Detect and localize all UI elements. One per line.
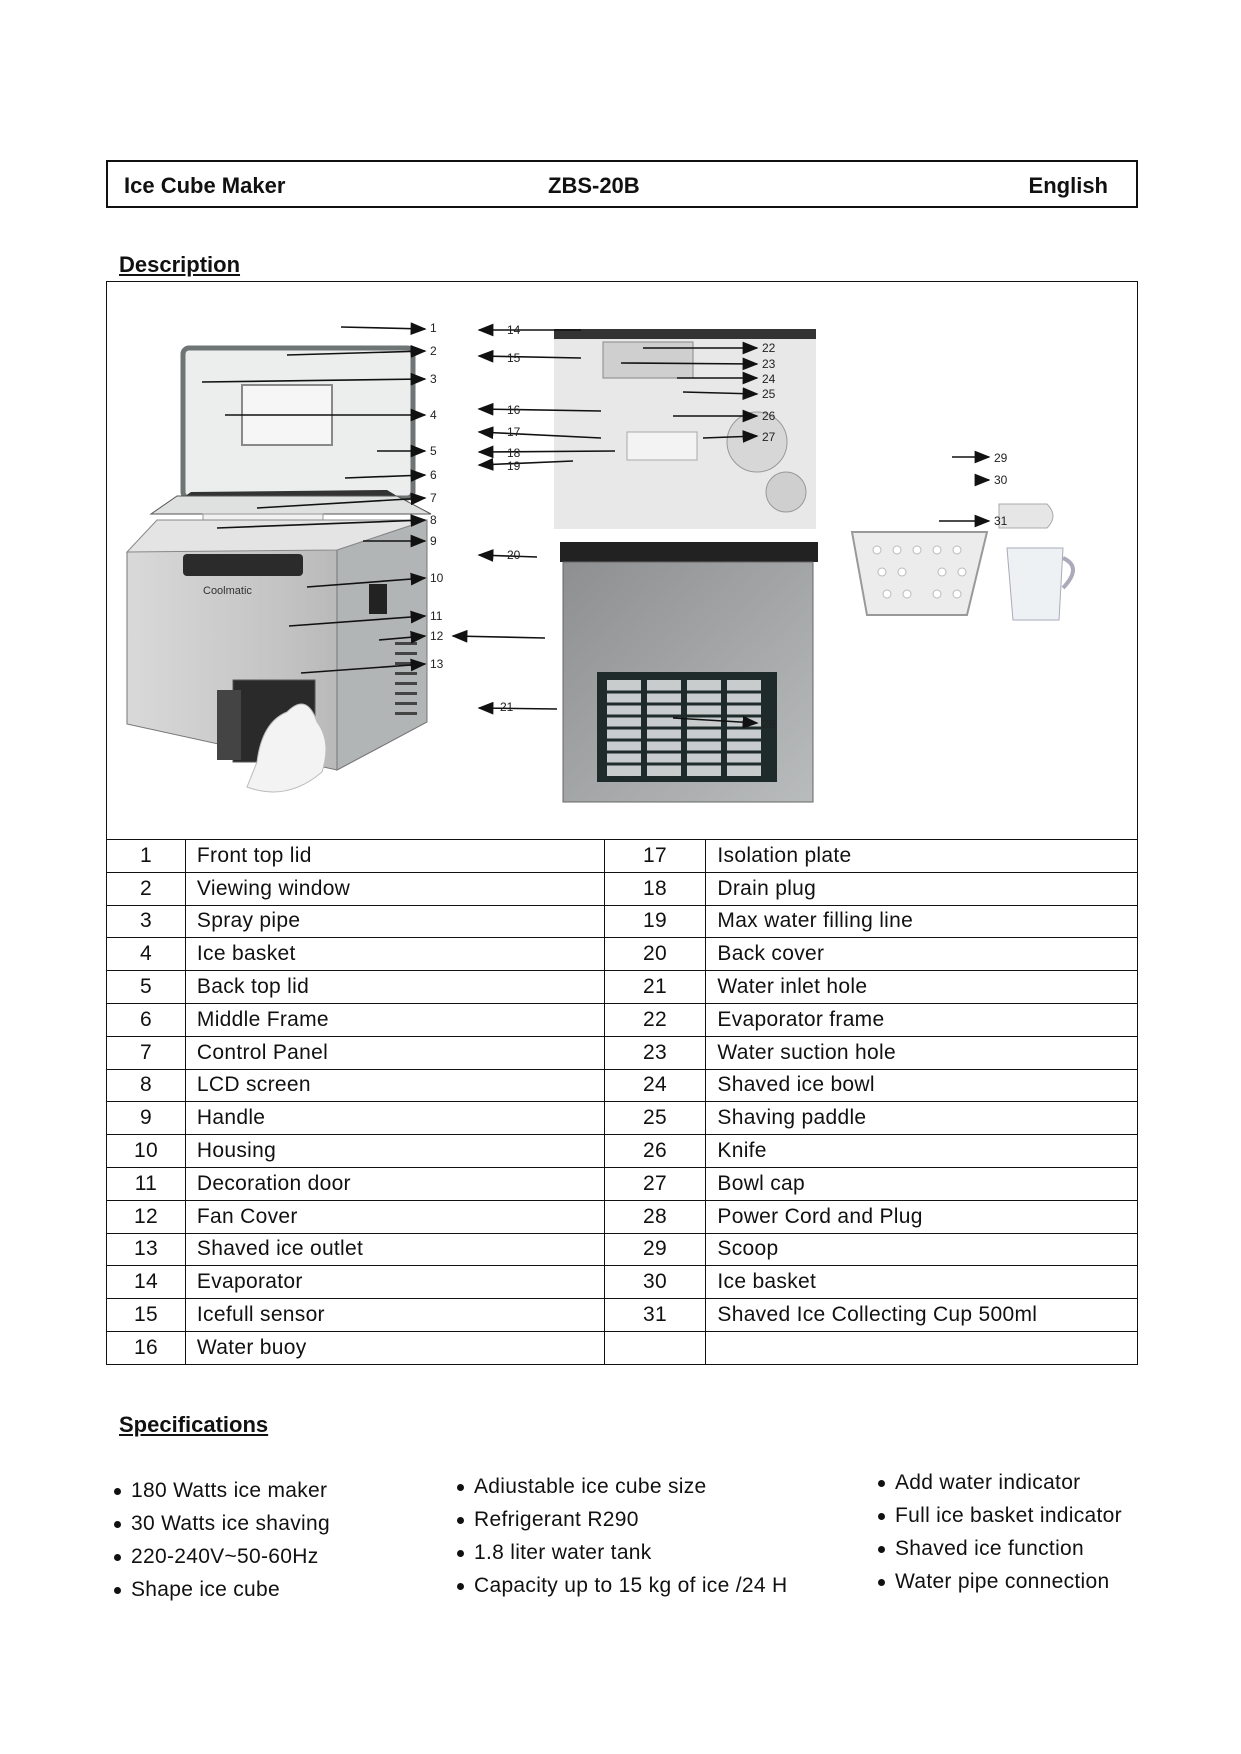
part-name: Water inlet hole bbox=[706, 971, 1138, 1004]
part-name: Shaved Ice Collecting Cup 500ml bbox=[706, 1299, 1138, 1332]
spec-list-2 bbox=[455, 1470, 787, 1602]
part-number: 6 bbox=[107, 1003, 186, 1036]
part-name: Control Panel bbox=[185, 1036, 604, 1069]
table-row bbox=[107, 1102, 1138, 1135]
spec-item: 220-240V~50-60Hz bbox=[112, 1540, 330, 1573]
part-name: Back cover bbox=[706, 938, 1138, 971]
callout-label-19: 19 bbox=[507, 459, 521, 473]
part-number: 8 bbox=[107, 1069, 186, 1102]
callout-label-29: 29 bbox=[994, 451, 1008, 465]
parts-illustration bbox=[107, 282, 1139, 841]
table-row bbox=[107, 1266, 1138, 1299]
callout-label-1: 1 bbox=[430, 321, 437, 335]
spec-item: 180 Watts ice maker bbox=[112, 1474, 330, 1507]
part-name: Bowl cap bbox=[706, 1167, 1138, 1200]
part-name: Shaving paddle bbox=[706, 1102, 1138, 1135]
callout-label-10: 10 bbox=[430, 571, 444, 585]
part-number bbox=[604, 1331, 706, 1364]
table-row bbox=[107, 971, 1138, 1004]
part-number: 11 bbox=[107, 1167, 186, 1200]
callout-label-16: 16 bbox=[507, 403, 521, 417]
part-name: Housing bbox=[185, 1135, 604, 1168]
part-number: 26 bbox=[604, 1135, 706, 1168]
interior-image bbox=[554, 329, 816, 529]
part-name bbox=[706, 1331, 1138, 1364]
part-number: 7 bbox=[107, 1036, 186, 1069]
table-row bbox=[107, 905, 1138, 938]
spec-item: Shape ice cube bbox=[112, 1573, 330, 1606]
callout-label-14: 14 bbox=[507, 323, 521, 337]
callout-label-3: 3 bbox=[430, 372, 437, 386]
part-name: Evaporator bbox=[185, 1266, 604, 1299]
back-machine-image bbox=[560, 542, 818, 802]
callout-label-5: 5 bbox=[430, 444, 437, 458]
spec-item: Capacity up to 15 kg of ice /24 H bbox=[455, 1569, 787, 1602]
part-number: 31 bbox=[604, 1299, 706, 1332]
callout-label-9: 9 bbox=[430, 534, 437, 548]
part-number: 30 bbox=[604, 1266, 706, 1299]
part-name: Shaved ice outlet bbox=[185, 1233, 604, 1266]
table-row bbox=[107, 1167, 1138, 1200]
spec-item: Full ice basket indicator bbox=[876, 1499, 1122, 1532]
part-number: 10 bbox=[107, 1135, 186, 1168]
callout-label-2: 2 bbox=[430, 344, 437, 358]
callout-label-7: 7 bbox=[430, 491, 437, 505]
part-number: 24 bbox=[604, 1069, 706, 1102]
part-number: 13 bbox=[107, 1233, 186, 1266]
callout-label-31: 31 bbox=[994, 514, 1008, 528]
part-name: Back top lid bbox=[185, 971, 604, 1004]
document-header bbox=[106, 160, 1138, 208]
table-row bbox=[107, 1331, 1138, 1364]
spec-item: 30 Watts ice shaving bbox=[112, 1507, 330, 1540]
callout-label-28: 28 bbox=[762, 717, 776, 731]
part-number: 23 bbox=[604, 1036, 706, 1069]
callout-label-12: 12 bbox=[430, 629, 444, 643]
part-name: Water buoy bbox=[185, 1331, 604, 1364]
table-row bbox=[107, 1003, 1138, 1036]
callout-label-26: 26 bbox=[762, 409, 776, 423]
part-number: 5 bbox=[107, 971, 186, 1004]
product-title: Ice Cube Maker bbox=[124, 173, 286, 198]
part-name: Knife bbox=[706, 1135, 1138, 1168]
part-number: 16 bbox=[107, 1331, 186, 1364]
parts-table bbox=[106, 839, 1138, 1365]
table-row bbox=[107, 938, 1138, 971]
language-label: English bbox=[1028, 173, 1108, 198]
table-row bbox=[107, 1299, 1138, 1332]
part-number: 14 bbox=[107, 1266, 186, 1299]
spec-item: Add water indicator bbox=[876, 1466, 1122, 1499]
part-number: 27 bbox=[604, 1167, 706, 1200]
specifications-heading: Specifications bbox=[119, 1412, 269, 1437]
part-number: 22 bbox=[604, 1003, 706, 1036]
callout-label-23: 23 bbox=[762, 357, 776, 371]
callout-label-4: 4 bbox=[430, 408, 437, 422]
part-number: 20 bbox=[604, 938, 706, 971]
part-name: Water suction hole bbox=[706, 1036, 1138, 1069]
callout-label-18: 18 bbox=[507, 446, 521, 460]
spec-item: Water pipe connection bbox=[876, 1565, 1122, 1598]
part-number: 19 bbox=[604, 905, 706, 938]
part-name: Viewing window bbox=[185, 872, 604, 905]
part-name: Ice basket bbox=[706, 1266, 1138, 1299]
part-number: 28 bbox=[604, 1200, 706, 1233]
part-name: LCD screen bbox=[185, 1069, 604, 1102]
part-number: 29 bbox=[604, 1233, 706, 1266]
part-name: Drain plug bbox=[706, 872, 1138, 905]
callout-label-21: 21 bbox=[500, 700, 514, 714]
table-row bbox=[107, 872, 1138, 905]
table-row bbox=[107, 840, 1138, 873]
spec-item: Adiustable ice cube size bbox=[455, 1470, 787, 1503]
part-number: 12 bbox=[107, 1200, 186, 1233]
part-name: Power Cord and Plug bbox=[706, 1200, 1138, 1233]
part-number: 18 bbox=[604, 872, 706, 905]
callout-label-15: 15 bbox=[507, 351, 521, 365]
part-name: Scoop bbox=[706, 1233, 1138, 1266]
model-number: ZBS-20B bbox=[548, 173, 640, 198]
table-row bbox=[107, 1200, 1138, 1233]
table-row bbox=[107, 1069, 1138, 1102]
part-number: 25 bbox=[604, 1102, 706, 1135]
spec-item: Refrigerant R290 bbox=[455, 1503, 787, 1536]
table-row bbox=[107, 1036, 1138, 1069]
part-number: 9 bbox=[107, 1102, 186, 1135]
part-name: Shaved ice bowl bbox=[706, 1069, 1138, 1102]
table-row bbox=[107, 1135, 1138, 1168]
part-name: Decoration door bbox=[185, 1167, 604, 1200]
part-name: Handle bbox=[185, 1102, 604, 1135]
callout-label-6: 6 bbox=[430, 468, 437, 482]
part-name: Ice basket bbox=[185, 938, 604, 971]
part-number: 17 bbox=[604, 840, 706, 873]
part-name: Front top lid bbox=[185, 840, 604, 873]
description-heading: Description bbox=[119, 252, 241, 277]
spec-item: 1.8 liter water tank bbox=[455, 1536, 787, 1569]
callout-label-22: 22 bbox=[762, 341, 776, 355]
panel-brand-text: Coolmatic bbox=[203, 585, 252, 597]
callout-label-8: 8 bbox=[430, 513, 437, 527]
part-number: 4 bbox=[107, 938, 186, 971]
spec-list-1 bbox=[112, 1474, 330, 1606]
part-name: Max water filling line bbox=[706, 905, 1138, 938]
part-name: Icefull sensor bbox=[185, 1299, 604, 1332]
parts-diagram bbox=[106, 281, 1138, 840]
part-number: 21 bbox=[604, 971, 706, 1004]
part-name: Middle Frame bbox=[185, 1003, 604, 1036]
callout-label-11: 11 bbox=[430, 609, 443, 623]
part-name: Fan Cover bbox=[185, 1200, 604, 1233]
callout-label-30: 30 bbox=[994, 473, 1008, 487]
callout-label-20: 20 bbox=[507, 548, 521, 562]
table-row bbox=[107, 1233, 1138, 1266]
part-name: Isolation plate bbox=[706, 840, 1138, 873]
part-name: Spray pipe bbox=[185, 905, 604, 938]
spec-item: Shaved ice function bbox=[876, 1532, 1122, 1565]
part-number: 2 bbox=[107, 872, 186, 905]
callout-label-13: 13 bbox=[430, 657, 444, 671]
part-number: 1 bbox=[107, 840, 186, 873]
part-number: 3 bbox=[107, 905, 186, 938]
callout-label-25: 25 bbox=[762, 387, 776, 401]
part-name: Evaporator frame bbox=[706, 1003, 1138, 1036]
callout-label-27: 27 bbox=[762, 430, 776, 444]
callout-label-24: 24 bbox=[762, 372, 776, 386]
callout-label-17: 17 bbox=[507, 425, 521, 439]
spec-list-3 bbox=[876, 1466, 1122, 1598]
part-number: 15 bbox=[107, 1299, 186, 1332]
